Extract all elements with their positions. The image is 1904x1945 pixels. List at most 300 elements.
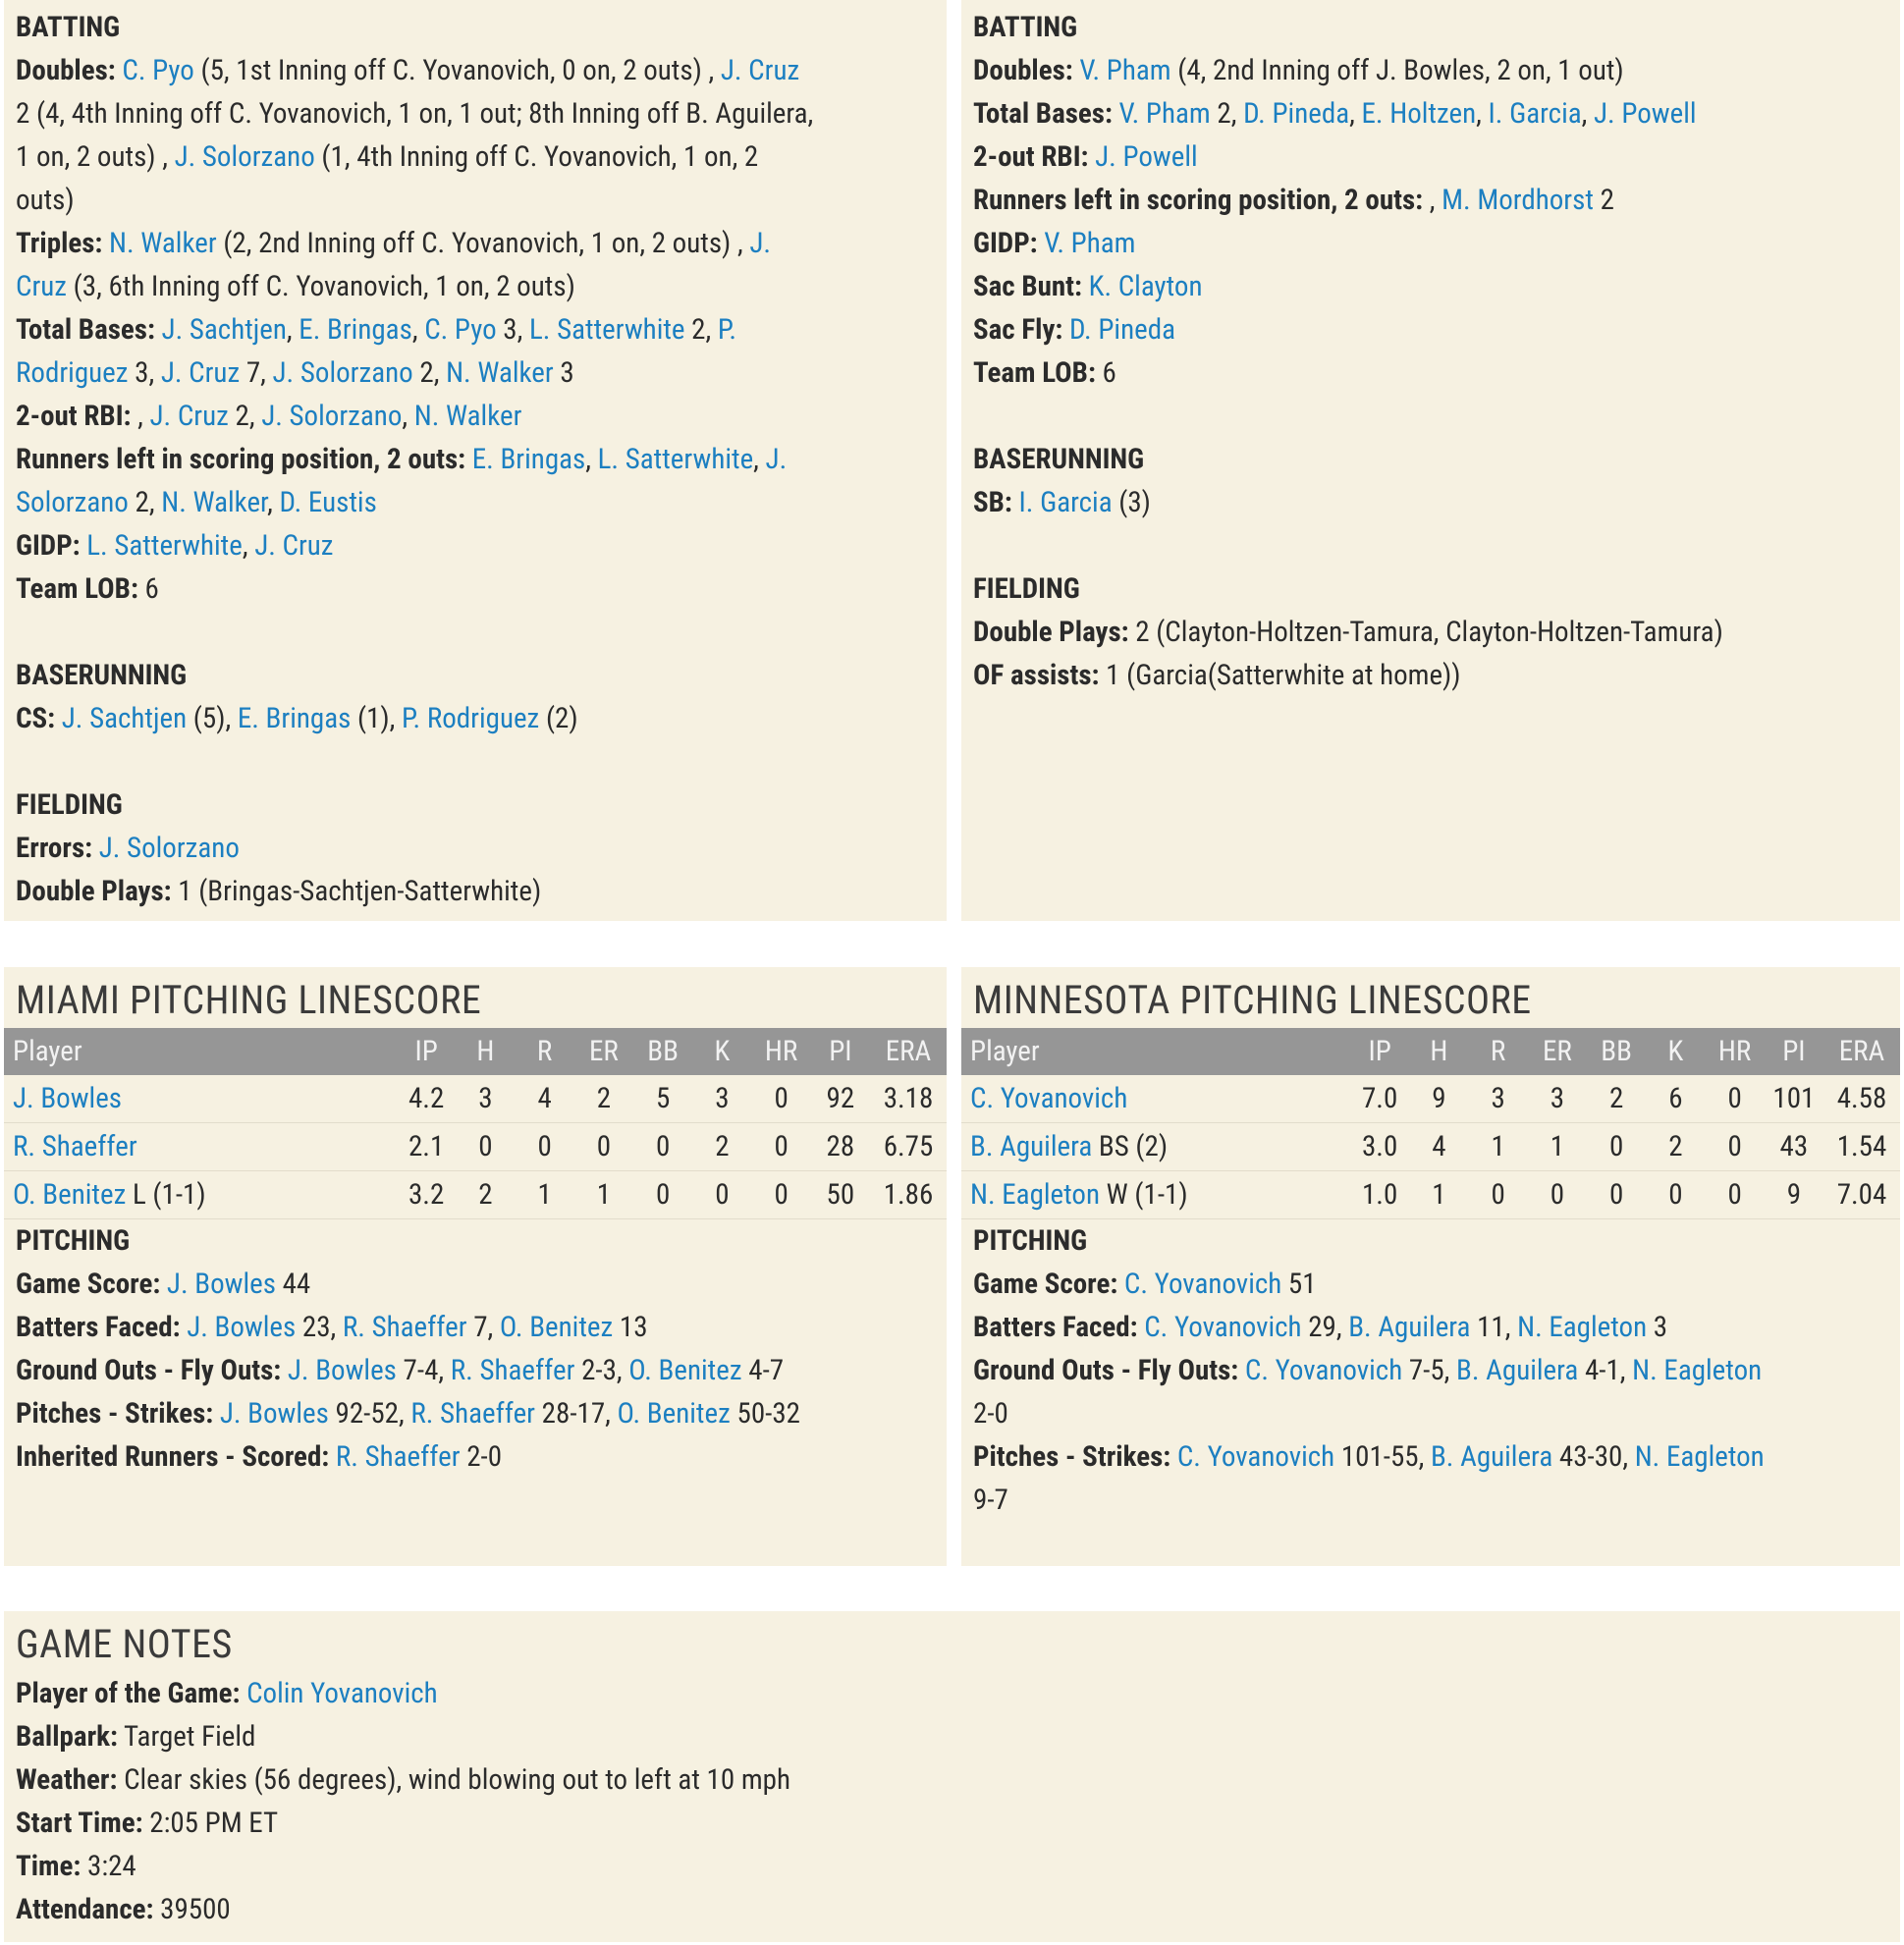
player-link[interactable]: Solorzano	[16, 486, 129, 519]
batters-faced-label: Batters Faced:	[16, 1311, 181, 1344]
stat-value: (2)	[539, 702, 578, 735]
ip-cell: 3.2	[397, 1171, 456, 1219]
era-cell: 1.54	[1823, 1123, 1900, 1171]
two-out-rbi-line	[973, 135, 1888, 179]
stat-value: 4-7	[741, 1354, 785, 1387]
era-cell: 1.86	[870, 1171, 947, 1219]
game-notes-panel	[4, 1611, 1900, 1942]
cs-line	[16, 697, 935, 740]
player-link[interactable]: O. Benitez	[617, 1397, 731, 1431]
inherited-runners-line	[16, 1435, 935, 1479]
stat-value: 7,	[240, 356, 273, 390]
batters-faced-line	[973, 1306, 1888, 1349]
miami-pitching-panel	[4, 967, 947, 1566]
ip-cell: 7.0	[1350, 1075, 1409, 1123]
minnesota-pitching-notes	[961, 1219, 1900, 1522]
table-header-row	[961, 1028, 1900, 1075]
ballpark-value: Target Field	[117, 1720, 256, 1754]
col-k[interactable]: K	[692, 1028, 751, 1075]
era-cell: 4.58	[1823, 1075, 1900, 1123]
col-k[interactable]: K	[1646, 1028, 1705, 1075]
col-bb[interactable]: BB	[633, 1028, 692, 1075]
col-pi[interactable]: PI	[811, 1028, 870, 1075]
go-fo-label: Ground Outs - Fly Outs:	[973, 1354, 1239, 1387]
pi-cell: 50	[811, 1171, 870, 1219]
double-plays-line	[16, 870, 935, 913]
pi-cell: 92	[811, 1075, 870, 1123]
batting-header: BATTING	[973, 11, 1078, 44]
table-row	[4, 1075, 947, 1123]
start-time-label: Start Time:	[16, 1807, 143, 1840]
r-cell: 1	[1469, 1123, 1528, 1171]
stat-value: 7-5,	[1402, 1354, 1457, 1387]
player-link[interactable]: L. Satterwhite	[597, 443, 754, 476]
stat-value: 4-1,	[1578, 1354, 1633, 1387]
player-link[interactable]: J. Powell	[1594, 97, 1697, 131]
r-cell: 0	[516, 1123, 574, 1171]
of-assists-line	[973, 654, 1888, 697]
total-bases-label: Total Bases:	[16, 313, 155, 347]
col-era[interactable]: ERA	[870, 1028, 947, 1075]
col-r[interactable]: R	[516, 1028, 574, 1075]
player-link[interactable]: L. Satterwhite	[86, 529, 243, 563]
col-er[interactable]: ER	[574, 1028, 633, 1075]
pitches-strikes-label: Pitches - Strikes:	[16, 1397, 214, 1431]
er-cell: 2	[574, 1075, 633, 1123]
game-notes-title: GAME NOTES	[16, 1621, 233, 1667]
player-link[interactable]: D. Pineda	[1243, 97, 1350, 131]
stat-value: 2,	[128, 486, 162, 519]
player-link[interactable]: B. Aguilera	[1456, 1354, 1579, 1387]
col-r[interactable]: R	[1469, 1028, 1528, 1075]
minnesota-pitching-title: MINNESOTA PITCHING LINESCORE	[973, 977, 1532, 1023]
col-pi[interactable]: PI	[1765, 1028, 1823, 1075]
player-link[interactable]: K. Clayton	[1088, 270, 1203, 303]
col-era[interactable]: ERA	[1823, 1028, 1900, 1075]
time-label: Time:	[16, 1850, 82, 1883]
player-of-game-label: Player of the Game:	[16, 1677, 241, 1710]
spacer	[16, 611, 935, 654]
player-link[interactable]: L. Satterwhite	[528, 313, 685, 347]
pitches-strikes-line	[16, 1392, 935, 1435]
doubles-line	[973, 49, 1888, 92]
player-cell	[4, 1123, 397, 1171]
team-lob-label: Team LOB:	[973, 356, 1096, 390]
stat-value: 2-0	[460, 1440, 503, 1474]
player-link[interactable]: I. Garcia	[1018, 486, 1113, 519]
player-cell	[4, 1171, 397, 1219]
col-bb[interactable]: BB	[1587, 1028, 1646, 1075]
pitching-header: PITCHING	[973, 1224, 1088, 1258]
triples-detail: (2, 2nd Inning off C. Yovanovich, 1 on, 2 outs) ,	[216, 227, 750, 260]
risp-line	[973, 179, 1888, 222]
k-cell: 0	[692, 1171, 751, 1219]
player-link[interactable]: J. Solorzano	[98, 832, 240, 865]
bb-cell: 0	[1587, 1123, 1646, 1171]
sb-label: SB:	[973, 486, 1012, 519]
col-h[interactable]: H	[1409, 1028, 1468, 1075]
player-link[interactable]: D. Pineda	[1068, 313, 1176, 347]
player-link[interactable]: J. Bowles	[166, 1268, 276, 1301]
era-cell: 3.18	[870, 1075, 947, 1123]
bb-cell: 0	[633, 1171, 692, 1219]
player-link[interactable]: C. Yovanovich	[970, 1082, 1128, 1115]
player-link[interactable]: V. Pham	[1044, 227, 1136, 260]
go-fo-line	[973, 1349, 1888, 1392]
er-cell: 1	[574, 1171, 633, 1219]
player-link[interactable]: Cruz	[16, 270, 68, 303]
player-link[interactable]: J. Cruz	[254, 529, 334, 563]
stat-value: 101-55,	[1334, 1440, 1431, 1474]
total-bases-line: Total Bases: V. Pham 2, D. Pineda, E. Holtzen, I. Garcia, J. Powell	[973, 97, 1697, 131]
attendance-line	[16, 1888, 1888, 1931]
h-cell: 3	[456, 1075, 515, 1123]
stat-value: 13	[613, 1311, 648, 1344]
stat-value: 2,	[1210, 97, 1244, 131]
ip-cell: 3.0	[1350, 1123, 1409, 1171]
risp-label: Runners left in scoring position, 2 outs:	[973, 184, 1424, 217]
bb-cell: 0	[633, 1123, 692, 1171]
team-lob-label: Team LOB:	[16, 572, 138, 606]
pitches-strikes-label: Pitches - Strikes:	[973, 1440, 1171, 1474]
gidp-label: GIDP:	[16, 529, 81, 563]
player-link[interactable]: J. Solorzano	[174, 140, 315, 174]
miami-pitching-notes	[4, 1219, 947, 1479]
weather-value: Clear skies (56 degrees), wind blowing out to left at 10 mph	[117, 1763, 790, 1797]
time-line	[16, 1845, 1888, 1888]
player-link[interactable]: M. Mordhorst	[1442, 184, 1594, 217]
stat-value: 92-52,	[328, 1397, 411, 1431]
double-plays-line	[973, 611, 1888, 654]
minnesota-stats-panel	[961, 0, 1900, 921]
separator: ,	[1423, 184, 1442, 217]
doubles-line-4: outs)	[16, 184, 75, 217]
player-link[interactable]: V. Pham	[1079, 54, 1171, 87]
table-row	[4, 1123, 947, 1171]
stat-value: 3,	[128, 356, 161, 390]
errors-label: Errors:	[16, 832, 93, 865]
r-cell: 3	[1469, 1075, 1528, 1123]
player-link[interactable]: D. Eustis	[279, 486, 377, 519]
doubles-detail: 1 on, 2 outs) ,	[16, 140, 175, 174]
pitches-strikes-line	[973, 1435, 1888, 1479]
decision-note: W (1-1)	[1100, 1178, 1188, 1212]
attendance-label: Attendance:	[16, 1893, 154, 1926]
r-cell: 0	[1469, 1171, 1528, 1219]
player-link[interactable]: I. Garcia	[1488, 97, 1582, 131]
table-row	[4, 1171, 947, 1219]
player-of-game-line	[16, 1672, 1888, 1715]
hr-cell: 0	[1706, 1123, 1765, 1171]
separator: ,	[131, 400, 150, 433]
stat-value: (1),	[351, 702, 403, 735]
doubles-line-2: 2 (4, 4th Inning off C. Yovanovich, 1 on, 1 out; 8th Inning off B. Aguilera,	[16, 97, 814, 131]
er-cell: 1	[1528, 1123, 1587, 1171]
spacer	[16, 740, 935, 783]
sac-fly-label: Sac Fly:	[973, 313, 1063, 347]
col-h[interactable]: H	[456, 1028, 515, 1075]
player-link[interactable]: B. Aguilera	[1430, 1440, 1553, 1474]
player-cell	[961, 1171, 1350, 1219]
gidp-line	[973, 222, 1888, 265]
sac-fly-line	[973, 308, 1888, 351]
stat-value: 6	[137, 572, 159, 606]
fielding-header: FIELDING	[973, 572, 1080, 606]
stat-value: 51	[1281, 1268, 1317, 1301]
stat-value: 1 (Bringas-Sachtjen-Satterwhite)	[171, 875, 542, 908]
player-link[interactable]: O. Benitez	[628, 1354, 742, 1387]
era-cell: 6.75	[870, 1123, 947, 1171]
player-link[interactable]: N. Eagleton	[1632, 1354, 1763, 1387]
table-row	[961, 1171, 1900, 1219]
table-header-row	[4, 1028, 947, 1075]
two-out-rbi-label: 2-out RBI:	[16, 400, 132, 433]
of-assists-label: OF assists:	[973, 659, 1100, 692]
player-link[interactable]: R. Shaeffer	[410, 1397, 536, 1431]
table-row	[961, 1123, 1900, 1171]
er-cell: 3	[1528, 1075, 1587, 1123]
player-link[interactable]: P.	[717, 313, 737, 347]
player-link[interactable]: C. Yovanovich	[1244, 1354, 1403, 1387]
hr-cell: 0	[1706, 1171, 1765, 1219]
miami-pitching-table	[4, 1028, 947, 1219]
pi-cell: 43	[1765, 1123, 1823, 1171]
risp-line: Runners left in scoring position, 2 outs: E. Bringas, L. Satterwhite, J.	[16, 443, 788, 476]
k-cell: 0	[1646, 1171, 1705, 1219]
gidp-line: GIDP: L. Satterwhite, J. Cruz	[16, 529, 334, 563]
decision-note: L (1-1)	[126, 1178, 206, 1212]
player-link[interactable]: C. Yovanovich	[1123, 1268, 1282, 1301]
start-time-value: 2:05 PM ET	[142, 1807, 279, 1840]
player-link[interactable]: J. Cruz	[160, 356, 241, 390]
stat-value: 3,	[496, 313, 529, 347]
doubles-detail: (5, 1st Inning off C. Yovanovich, 0 on, 2 outs) ,	[193, 54, 721, 87]
start-time-line	[16, 1802, 1888, 1845]
ip-cell: 2.1	[397, 1123, 456, 1171]
col-ip[interactable]: IP	[1350, 1028, 1409, 1075]
game-score-line	[16, 1263, 935, 1306]
player-link[interactable]: J. Bowles	[219, 1397, 329, 1431]
col-hr[interactable]: HR	[1706, 1028, 1765, 1075]
triples-line-2	[16, 265, 935, 308]
player-link[interactable]: J. Bowles	[287, 1354, 397, 1387]
stat-value: 7-4,	[396, 1354, 451, 1387]
h-cell: 0	[456, 1123, 515, 1171]
total-bases-line: Total Bases: J. Sachtjen, E. Bringas, C. Pyo 3, L. Satterwhite 2, P.	[16, 313, 737, 347]
player-link[interactable]: J. Powell	[1095, 140, 1198, 174]
double-plays-label: Double Plays:	[16, 875, 172, 908]
stat-value: 2	[1593, 184, 1614, 217]
player-link[interactable]: J. Sachtjen	[61, 702, 188, 735]
sb-line	[973, 481, 1888, 524]
triples-detail: (3, 6th Inning off C. Yovanovich, 1 on, 2 outs)	[67, 270, 575, 303]
pi-cell: 28	[811, 1123, 870, 1171]
stat-value: 1 (Garcia(Satterwhite at home))	[1099, 659, 1461, 692]
player-link[interactable]: Colin Yovanovich	[246, 1677, 438, 1710]
team-lob-line	[16, 567, 935, 611]
era-cell: 7.04	[1823, 1171, 1900, 1219]
stat-value: 3	[1647, 1311, 1668, 1344]
player-link[interactable]: J. Cruz	[720, 54, 800, 87]
player-link[interactable]: J. Sachtjen	[161, 313, 287, 347]
player-link[interactable]: J. Solorzano	[261, 400, 403, 433]
ip-cell: 4.2	[397, 1075, 456, 1123]
h-cell: 2	[456, 1171, 515, 1219]
two-out-rbi-label: 2-out RBI:	[973, 140, 1089, 174]
cs-label: CS:	[16, 702, 56, 735]
ballpark-label: Ballpark:	[16, 1720, 118, 1754]
player-link[interactable]: N. Walker	[161, 486, 268, 519]
attendance-value: 39500	[153, 1893, 231, 1926]
errors-line	[16, 827, 935, 870]
weather-label: Weather:	[16, 1763, 118, 1797]
k-cell: 2	[1646, 1123, 1705, 1171]
spacer	[973, 395, 1888, 438]
player-link[interactable]: O. Benitez	[13, 1178, 127, 1212]
col-ip[interactable]: IP	[397, 1028, 456, 1075]
minnesota-pitching-table	[961, 1028, 1900, 1219]
player-link[interactable]: R. Shaeffer	[450, 1354, 575, 1387]
col-player[interactable]: Player	[4, 1028, 397, 1075]
player-link[interactable]: O. Benitez	[499, 1311, 614, 1344]
total-bases-line-2	[16, 351, 935, 395]
hr-cell: 0	[752, 1123, 811, 1171]
stat-value: 3	[553, 356, 574, 390]
risp-line-2: Solorzano 2, N. Walker, D. Eustis	[16, 486, 377, 519]
stat-value: (3)	[1112, 486, 1151, 519]
go-fo-line	[16, 1349, 935, 1392]
player-link[interactable]: N. Walker	[446, 356, 554, 390]
player-link[interactable]: P. Rodriguez	[402, 702, 540, 735]
bb-cell: 5	[633, 1075, 692, 1123]
player-link[interactable]: R. Shaeffer	[342, 1311, 467, 1344]
player-link[interactable]: N. Eagleton	[1634, 1440, 1765, 1474]
player-cell	[961, 1075, 1350, 1123]
time-value: 3:24	[81, 1850, 136, 1883]
game-notes-body	[4, 1672, 1900, 1931]
bb-cell: 0	[1587, 1171, 1646, 1219]
double-plays-label: Double Plays:	[973, 616, 1129, 649]
weather-line	[16, 1758, 1888, 1802]
hr-cell: 0	[752, 1075, 811, 1123]
stat-value: 44	[275, 1268, 311, 1301]
stat-value: 28-17,	[535, 1397, 618, 1431]
player-link[interactable]: C. Yovanovich	[1176, 1440, 1335, 1474]
player-link[interactable]: R. Shaeffer	[13, 1130, 137, 1163]
hr-cell: 0	[1706, 1075, 1765, 1123]
stat-value: 2,	[684, 313, 718, 347]
batters-faced-line	[16, 1306, 935, 1349]
go-fo-label: Ground Outs - Fly Outs:	[16, 1354, 282, 1387]
k-cell: 3	[692, 1075, 751, 1123]
pitches-strikes-line-2: 9-7	[973, 1484, 1008, 1517]
h-cell: 4	[1409, 1123, 1468, 1171]
miami-stats-panel	[4, 0, 947, 921]
doubles-line	[16, 49, 935, 92]
player-link[interactable]: J. Cruz	[149, 400, 229, 433]
player-link[interactable]: R. Shaeffer	[335, 1440, 461, 1474]
doubles-detail: (1, 4th Inning off C. Yovanovich, 1 on, 2	[314, 140, 759, 174]
stat-value: 2,	[228, 400, 262, 433]
stat-value: 23,	[296, 1311, 343, 1344]
player-link[interactable]: V. Pham	[1118, 97, 1211, 131]
triples-line	[16, 222, 935, 265]
player-link[interactable]: E. Holtzen	[1361, 97, 1477, 131]
player-link[interactable]: J. Bowles	[13, 1082, 123, 1115]
game-score-label: Game Score:	[16, 1268, 161, 1301]
player-link[interactable]: N. Walker	[413, 400, 522, 433]
sac-bunt-label: Sac Bunt:	[973, 270, 1082, 303]
hr-cell: 0	[752, 1171, 811, 1219]
batters-faced-label: Batters Faced:	[973, 1311, 1138, 1344]
batting-header: BATTING	[16, 11, 121, 44]
r-cell: 1	[516, 1171, 574, 1219]
pi-cell: 9	[1765, 1171, 1823, 1219]
doubles-line-3	[16, 135, 935, 179]
er-cell: 0	[1528, 1171, 1587, 1219]
stat-value: 50-32	[730, 1397, 800, 1431]
fielding-header: FIELDING	[16, 788, 123, 822]
player-link[interactable]: J.	[765, 443, 788, 476]
player-link[interactable]: E. Bringas	[237, 702, 352, 735]
baserunning-header: BASERUNNING	[16, 659, 188, 692]
minnesota-pitching-panel	[961, 967, 1900, 1566]
gidp-label: GIDP:	[973, 227, 1038, 260]
risp-label: Runners left in scoring position, 2 outs:	[16, 443, 466, 476]
player-link[interactable]: Rodriguez	[16, 356, 129, 390]
player-link[interactable]: N. Eagleton	[970, 1178, 1101, 1212]
stat-value: 29,	[1301, 1311, 1349, 1344]
player-link[interactable]: N. Walker	[109, 227, 217, 260]
stat-value: 6	[1095, 356, 1116, 390]
player-cell	[4, 1075, 397, 1123]
h-cell: 9	[1409, 1075, 1468, 1123]
stat-value: 11,	[1470, 1311, 1518, 1344]
col-player[interactable]: Player	[961, 1028, 1350, 1075]
player-link[interactable]: C. Pyo	[424, 313, 497, 347]
player-link[interactable]: J. Solorzano	[272, 356, 413, 390]
doubles-label: Doubles:	[16, 54, 116, 87]
triples-label: Triples:	[16, 227, 103, 260]
table-row	[961, 1075, 1900, 1123]
player-link[interactable]: N. Eagleton	[1517, 1311, 1648, 1344]
player-link[interactable]: J.	[749, 227, 771, 260]
stat-value: 2 (Clayton-Holtzen-Tamura, Clayton-Holtzen-Tamura)	[1128, 616, 1723, 649]
sac-bunt-line	[973, 265, 1888, 308]
stat-value: 7,	[466, 1311, 500, 1344]
k-cell: 6	[1646, 1075, 1705, 1123]
player-link[interactable]: B. Aguilera	[970, 1130, 1093, 1163]
player-link[interactable]: C. Pyo	[122, 54, 194, 87]
ip-cell: 1.0	[1350, 1171, 1409, 1219]
player-link[interactable]: J. Bowles	[187, 1311, 297, 1344]
two-out-rbi-line: 2-out RBI: , J. Cruz 2, J. Solorzano, N. Walker	[16, 400, 522, 433]
col-er[interactable]: ER	[1528, 1028, 1587, 1075]
player-link[interactable]: E. Bringas	[299, 313, 412, 347]
stat-value: 43-30,	[1552, 1440, 1635, 1474]
r-cell: 4	[516, 1075, 574, 1123]
col-hr[interactable]: HR	[752, 1028, 811, 1075]
total-bases-label: Total Bases:	[973, 97, 1113, 131]
pi-cell: 101	[1765, 1075, 1823, 1123]
doubles-detail: (4, 2nd Inning off J. Bowles, 2 on, 1 out)	[1170, 54, 1624, 87]
game-score-label: Game Score:	[973, 1268, 1118, 1301]
go-fo-line-2: 2-0	[973, 1397, 1008, 1431]
team-lob-line	[973, 351, 1888, 395]
player-link[interactable]: E. Bringas	[471, 443, 586, 476]
player-link[interactable]: C. Yovanovich	[1144, 1311, 1302, 1344]
player-link[interactable]: B. Aguilera	[1348, 1311, 1471, 1344]
